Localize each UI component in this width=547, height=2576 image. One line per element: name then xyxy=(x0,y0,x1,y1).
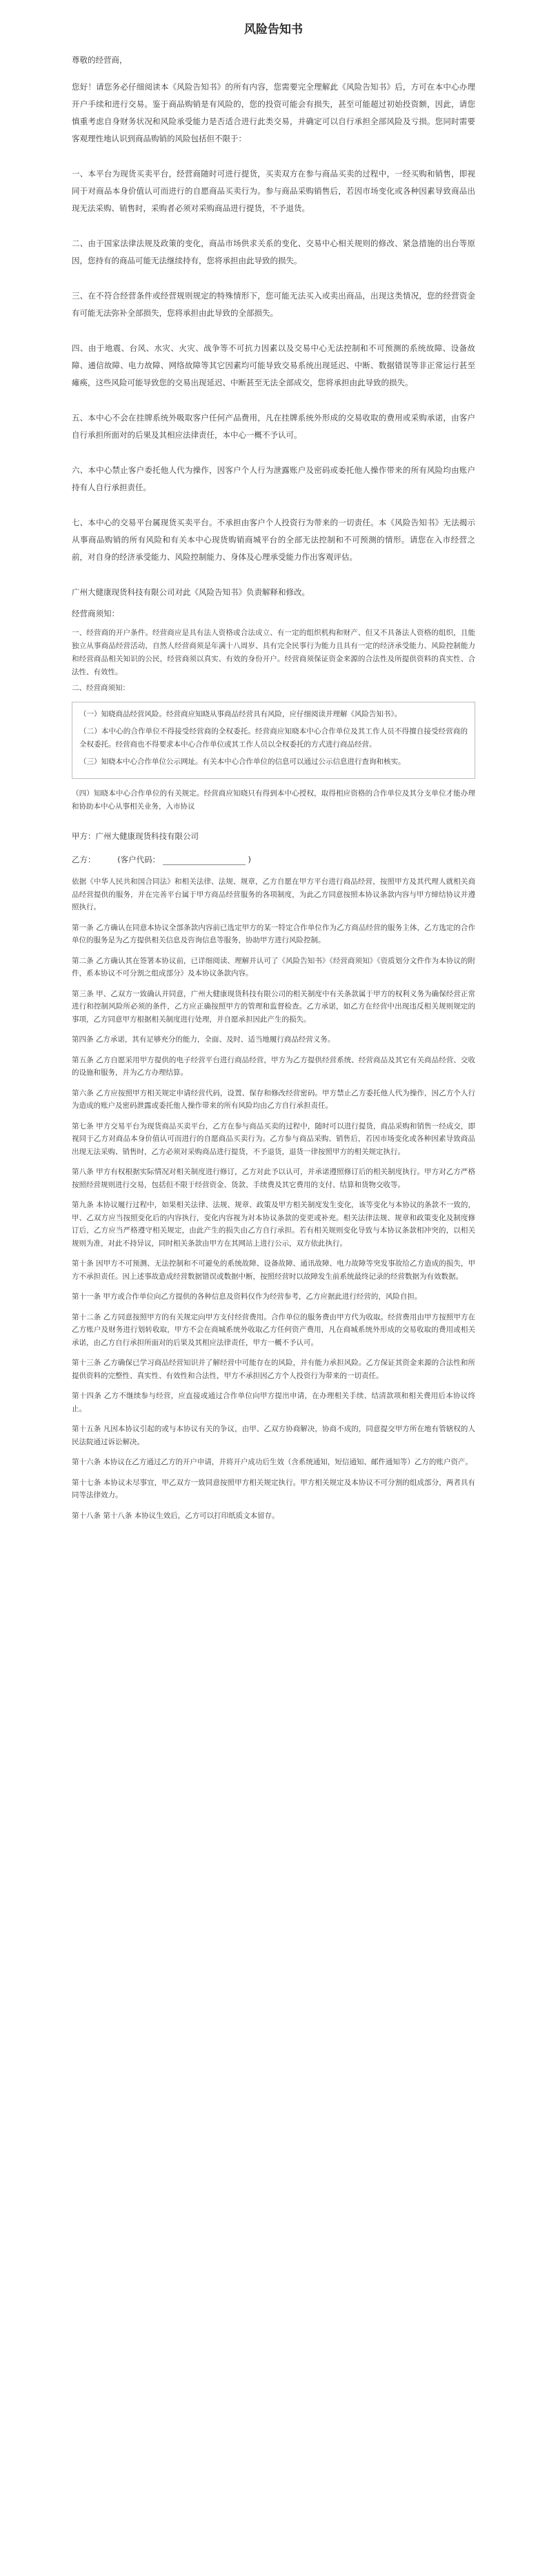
must-know-sub-2: （二）本中心的合作单位不得接受经营商的全权委托。经营商应知晓本中心合作单位及其工作人员不得擅自接受经营商的全权委托。经营商也不得要求本中心合作单位或其工作人员以全权委托的方式进行商品经营。 xyxy=(79,727,468,749)
risk-item-6: 六、本中心禁止客户委托他人代为操作，因客户个人行为泄露账户及密码或委托他人操作带来的所有风险均由账户持有人自行承担责任。 xyxy=(72,465,475,492)
section-gap xyxy=(72,816,475,829)
contract-article-3: 第三条 甲、乙双方一致确认并同意，广州大健康现货科技有限公司的相关制度中有关条款属于甲方的权利义务为确保经营正常进行和控制风险所必须的条件，乙方应正确按照甲方的管理和监督检查。乙方承诺，如乙方在经营中出现违反相关规则规定的事项，乙方同意甲方根据相关制度进行处理，并自愿承担因此产生的损失。 xyxy=(72,989,475,1024)
contract-article-12: 第十二条 乙方同意按照甲方的有关规定向甲方支付经营费用。合作单位的服务费由甲方代为收取。经营费用由甲方按照甲方在乙方账户及财务进行划转收取，甲方不会在商城系统外收取乙方任何资产费用，凡在商城系统外形成的交易收取的费用或相关承诺，由乙方自行承担所面对的后果及其相应法律责任，甲方一概不予认可。 xyxy=(72,1312,475,1347)
risk-item-7: 七、本中心的交易平台属现货买卖平台。不承担由客户个人投资行为带来的一切责任。本《风险告知书》无法揭示从事商品购销的所有风险和有关本中心现货购销商城平台的全部无法控制和不可预测的情形。请您在入市经营之前，对自身的经济承受能力、风险控制能力、身体及心理承受能力作出客观评估。 xyxy=(72,518,475,562)
contract-article-8: 第八条 甲方有权根据实际情况对相关制度进行修订，乙方对此予以认可，并承诺遵照修订后的相关制度执行。甲方对乙方严格按照经营规则进行交易，包括但不限于经营资金、货款、手续费及其它费用的支付、结算和货物交收等。 xyxy=(72,1168,475,1189)
must-know-sub-3: （三）知晓本中心合作单位公示网址。有关本中心合作单位的信息可以通过公示信息进行查询和核实。 xyxy=(79,758,406,766)
party-b-row xyxy=(72,852,475,867)
company-statement: 广州大健康现货科技有限公司对此《风险告知书》负责解释和修改。 xyxy=(72,587,310,597)
contract-article-5: 第五条 乙方自愿采用甲方提供的电子经营平台进行商品经营，甲方为乙方提供经营系统、经营商品及其它有关商品经营、交收的设施和服务，并为乙方办理结算。 xyxy=(72,1055,475,1077)
intro-paragraph: 您好！请您务必仔细阅读本《风险告知书》的所有内容，您需要完全理解此《风险告知书》后，方可在本中心办理开户手续和进行交易。鉴于商品购销是有风险的，您的投资可能会有损失，甚至可能超过初始投资额，因此，请您慎重考虑自身财务状况和风险承受能力是否适合进行此类交易，并确定可以自行承担全部风险及亏损。您同时需要客观理性地认识到商品购销的风险包括但不限于： xyxy=(72,82,475,143)
contract-preamble: 依据《中华人民共和国合同法》和相关法律、法规、规章，乙方自愿在甲方平台进行商品经营，按照甲方及其代理人就相关商品经营提供的服务，并在完善平台属于甲方商品经营服务的各项制度，为此乙方同意按照本协议条款内容与甲方缔结协议并遵照执行。 xyxy=(72,878,475,911)
party-a: 甲方：广州大健康现货科技有限公司 xyxy=(72,831,199,841)
must-know-box xyxy=(72,702,475,779)
contract-article-18: 第十八条 第十八条 本协议生效后，乙方可以打印纸质文本留存。 xyxy=(72,1511,279,1520)
contract-article-1: 第一条 乙方确认在同意本协议全部条款内容前已选定甲方的某一特定合作单位作为乙方商品经营的服务主体，乙方选定的合作单位的服务是为乙方提供相关信息及咨询信息等服务，协助甲方进行风险控制。 xyxy=(72,923,475,944)
contract-article-17: 第十七条 本协议未尽事宜，甲乙双方一致同意按照甲方相关规定执行。甲方相关规定及本协议不可分割的组成部分，两者具有同等法律效力。 xyxy=(72,1478,475,1499)
customer-code-close: ) xyxy=(248,855,251,864)
greeting: 尊敬的经营商， xyxy=(72,55,128,65)
risk-item-5: 五、本中心不会在挂牌系统外吸取客户任何产品费用，凡在挂牌系统外形成的交易收取的费用或采购承诺，由客户自行承担所面对的后果及其相应法律责任，本中心一概不予认可。 xyxy=(72,413,475,440)
party-a-row xyxy=(72,829,475,844)
risk-item-3: 三、在不符合经营条件或经营规则规定的特殊情形下，您可能无法买入或卖出商品，出现这类情况，您的经营资金有可能无法弥补全部损失，您将承担由此导致的全部损失。 xyxy=(72,291,475,318)
contract-article-15: 第十五条 凡因本协议引起的或与本协议有关的争议，由甲、乙双方协商解决，协商不成的，同意提交甲方所在地有管辖权的人民法院通过诉讼解决。 xyxy=(72,1425,475,1446)
contract-article-13: 第十三条 乙方确保已学习商品经营知识并了解经营中可能存在的风险，并有能力承担风险。乙方保证其资金来源的合法性和所提供资料的完整性、真实性、有效性和合法性，甲方不承担因乙方个人投资行为带来的一切责任。 xyxy=(72,1359,475,1380)
customer-code-blank xyxy=(163,855,246,865)
page-title: 风险告知书 xyxy=(244,23,303,37)
risk-item-4: 四、由于地震、台风、水灾、火灾、战争等不可抗力因素以及交易中心无法控制和不可预测的系统故障、设备故障、通信故障、电力故障、网络故障等其它因素均可能导致交易系统出现延迟、中断、数据错误等非正常运行甚至瘫痪，这些风险可能导致您的交易出现延迟、中断甚至无法全部成交，您将承担由此导致的损失。 xyxy=(72,343,475,387)
contract-article-4: 第四条 乙方承诺，其有足够充分的能力，全面、及时、适当地履行商品经营义务。 xyxy=(72,1035,335,1044)
contract-article-14: 第十四条 乙方不继续参与经营，应直接或通过合作单位向甲方提出申请，在办理相关手续、结清款项和相关费用后本协议终止。 xyxy=(72,1392,475,1413)
risk-item-1: 一、本平台为现货买卖平台，经营商随时可进行提货，买卖双方在参与商品买卖的过程中，一经买购和销售，即视同于对商品本身价值认可而进行的自愿商品买卖行为。参与商品采购销售后，若因市场变化或各种因素导致商品出现无法采购、销售时，采购者必须对采购商品进行提货，不予退货。 xyxy=(72,169,475,213)
contract-article-6: 第六条 乙方应按照甲方相关规定申请经营代码，设置、保存和修改经营密码。甲方禁止乙方委托他人代为操作，因乙方个人行为造成的账户及密码泄露或委托他人操作带来的所有风险均由乙方自行承担责任。 xyxy=(72,1088,475,1110)
contract-article-11: 第十一条 甲方或合作单位向乙方提供的各种信息及资料仅作为经营参考，乙方应据此进行经营的，风险自担。 xyxy=(72,1292,422,1301)
party-b-label: 乙方： xyxy=(72,855,96,864)
must-know-sub-4: （四）知晓本中心合作单位的有关规定。经营商应知晓只有得到本中心授权，取得相应资格的合作单位及其分支单位才能办理和协助本中心从事相关业务，入市协议 xyxy=(72,789,475,811)
risk-item-2: 二、由于国家法律法规及政策的变化，商品市场供求关系的变化、交易中心相关规则的修改、紧急措施的出台等原因，您持有的商品可能无法继续持有，您将承担由此导致的损失。 xyxy=(72,239,475,265)
contract-article-16: 第十六条 本协议在乙方通过乙方的开户申请，并将开户成功后生效（含系统通知，短信通知、邮件通知等）乙方的账户资产。 xyxy=(72,1458,473,1466)
must-know-sub-1: （一）知晓商品经营风险。经营商应知晓从事商品经营具有风险，应仔细阅读并理解《风险告知书》。 xyxy=(79,710,402,718)
must-know-item-1: 一、经营商的开户条件。经营商应是具有法人资格或合法成立、有一定的组织机构和财产、但又不具备法人资格的组织，且能独立从事商品经营活动，自然人经营商须是年满十八周岁、具有完全民事行为能力且具有一定的经济承受能力、风险控制能力和经营商品相关知识的公民，经营商须以真实、有效的身份开户。经营商须保证资金来源的合法性及所提供资料的真实性、合法性、有效性。 xyxy=(72,629,475,676)
contract-article-9: 第九条 本协议履行过程中，如果相关法律、法规、规章、政策及甲方相关制度发生变化，该等变化与本协议的条款不一致的，甲、乙双方应当按照变化后的内容执行，变化内容视为对本协议条款的变更或补充。相关法律法规、规章和政策变化及制度修订后，乙方应当严格遵守相关规定，由此产生的损失由乙方自行承担。若有相关规则变化导致与本协议条款相冲突的，以相关规则为准，对此不持异议，同时相关条款由甲方在其网站上进行公示，双方依此执行。 xyxy=(72,1201,475,1248)
must-know-title: 经营商须知： xyxy=(72,609,119,618)
contract-article-10: 第十条 因甲方不可预测、无法控制和不可避免的系统故障、设备故障、通讯故障、电力故障等突发事故给乙方造成的损失，甲方不承担责任。因上述事故造成经营数据错误或数据中断，按照经营时以故障发生前系统最终记录的经营数据为有效数据。 xyxy=(72,1259,475,1281)
contract-article-2: 第二条 乙方确认其在签署本协议前，已详细阅读、理解并认可了《风险告知书》《经营商须知》《资质划分文件作为本协议的附件，系本协议不可分割之组成部分》及本协议条款内容。 xyxy=(72,956,475,977)
contract-article-7: 第七条 甲方交易平台为现货商品买卖平台，乙方在参与商品买卖的过程中，随时可以进行提货，商品采购和销售一经成交，即视同于乙方对商品本身价值认可而进行的自愿商品买卖行为。乙方参与商品采购、销售后，若因市场变化或各种因素导致商品出现无法采购、销售时，乙方必须对采购商品进行提货，不予退货，退货一律按照甲方的相关规定执行。 xyxy=(72,1122,475,1156)
customer-code-label: (客户代码： xyxy=(117,855,161,864)
must-know-item-2: 二、经营商须知： xyxy=(72,684,130,692)
